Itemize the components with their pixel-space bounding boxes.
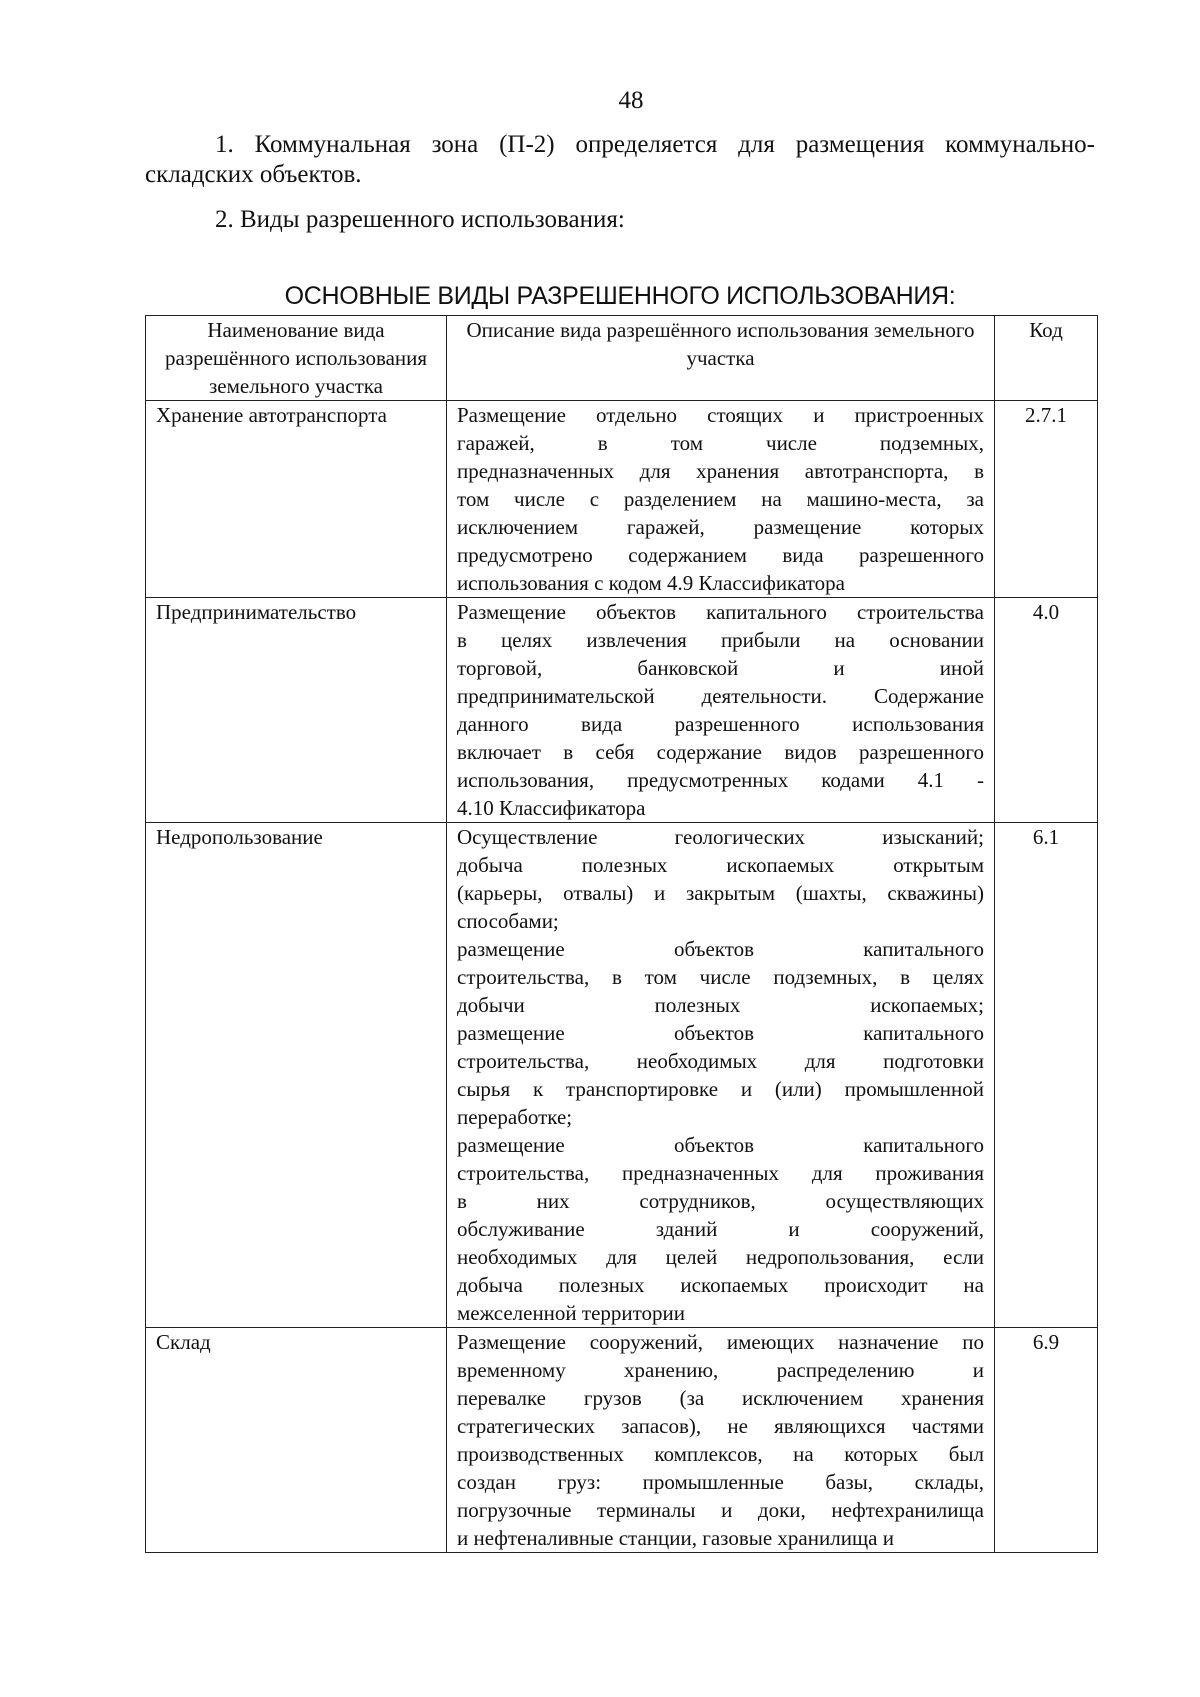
description-line: добыча полезных ископаемых открытым — [457, 853, 984, 877]
description-line: межселенной территории — [457, 1301, 686, 1325]
use-name-cell: Хранение автотранспорта — [146, 401, 447, 598]
description-line: включает в себя содержание видов разрешенного — [457, 740, 984, 764]
table-row — [146, 823, 1098, 1328]
use-description-cell — [447, 823, 995, 1328]
description-line: в них сотрудников, осуществляющих — [457, 1189, 984, 1213]
description-line: гаражей, в том числе подземных, — [457, 431, 984, 455]
description-line: стратегических запасов), не являющихся частями — [457, 1414, 984, 1438]
use-code-cell: 4.0 — [995, 598, 1098, 823]
description-line: строительства, необходимых для подготовки — [457, 1049, 984, 1073]
page-number: 48 — [618, 87, 644, 114]
table-row — [146, 1328, 1098, 1553]
description-line: исключением гаражей, размещение которых — [457, 515, 984, 539]
description-line: создан груз: промышленные базы, склады, — [457, 1470, 984, 1494]
permitted-uses-heading: 2. Виды разрешенного использования: — [215, 206, 625, 233]
description-line: размещение объектов капитального — [457, 937, 984, 961]
description-line: добыча полезных ископаемых происходит на — [457, 1273, 984, 1297]
header-description: Описание вида разрешённого использования земельного участка — [447, 316, 995, 401]
description-line: предназначенных для хранения автотранспорта, в — [457, 459, 984, 483]
description-line: предпринимательской деятельности. Содержание — [457, 684, 984, 708]
use-description-cell — [447, 598, 995, 823]
description-line: добычи полезных ископаемых; — [457, 993, 984, 1017]
description-line: Размещение объектов капитального строительства — [457, 600, 984, 624]
description-line: Осуществление геологических изысканий; — [457, 825, 984, 849]
description-line: размещение объектов капитального — [457, 1021, 984, 1045]
description-line: необходимых для целей недропользования, если — [457, 1245, 984, 1269]
description-line: данного вида разрешенного использования — [457, 712, 984, 736]
description-line: и нефтеналивные станции, газовые хранилища и — [457, 1526, 894, 1550]
description-line: 4.10 Классификатора — [457, 796, 646, 820]
description-line: Размещение отдельно стоящих и пристроенных — [457, 403, 984, 427]
use-name-cell: Недропользование — [146, 823, 447, 1328]
header-name: Наименование вида разрешённого использования земельного участка — [146, 316, 447, 401]
use-code-cell: 2.7.1 — [995, 401, 1098, 598]
description-line: строительства, в том числе подземных, в целях — [457, 965, 984, 989]
description-line: размещение объектов капитального — [457, 1133, 984, 1157]
use-code-cell: 6.9 — [995, 1328, 1098, 1553]
description-line: использования, предусмотренных кодами 4.1 - — [457, 768, 984, 792]
description-line: временному хранению, распределению и — [457, 1358, 984, 1382]
use-name-cell: Предпринимательство — [146, 598, 447, 823]
header-code: Код — [995, 316, 1098, 401]
description-line: способами; — [457, 909, 559, 933]
table-row — [146, 598, 1098, 823]
description-line: сырья к транспортировке и (или) промышленной — [457, 1077, 984, 1101]
use-description-cell — [447, 1328, 995, 1553]
permitted-uses-table — [145, 315, 1098, 1553]
description-line: торговой, банковской и иной — [457, 656, 984, 680]
description-line: производственных комплексов, на которых был — [457, 1442, 984, 1466]
description-line: переработке; — [457, 1105, 573, 1129]
description-line: том числе с разделением на машино-места, за — [457, 487, 984, 511]
description-line: строительства, предназначенных для проживания — [457, 1161, 984, 1185]
description-line: (карьеры, отвалы) и закрытым (шахты, скважины) — [457, 881, 984, 905]
use-code-cell: 6.1 — [995, 823, 1098, 1328]
table-row — [146, 401, 1098, 598]
description-line: использования с кодом 4.9 Классификатора — [457, 571, 845, 595]
table-title: ОСНОВНЫЕ ВИДЫ РАЗРЕШЕННОГО ИСПОЛЬЗОВАНИЯ: — [284, 282, 956, 310]
use-description-cell — [447, 401, 995, 598]
use-name-cell: Склад — [146, 1328, 447, 1553]
description-line: перевалке грузов (за исключением хранения — [457, 1386, 984, 1410]
table-body — [146, 401, 1098, 1553]
table-header-row — [146, 316, 1098, 401]
description-line: предусмотрено содержанием вида разрешенного — [457, 543, 984, 567]
description-line: погрузочные терминалы и доки, нефтехранилища — [457, 1498, 984, 1522]
zone-definition-paragraph: 1. Коммунальная зона (П-2) определяется для размещения коммунально-складских объектов. — [145, 131, 1095, 188]
description-line: в целях извлечения прибыли на основании — [457, 628, 984, 652]
description-line: Размещение сооружений, имеющих назначение по — [457, 1330, 984, 1354]
description-line: обслуживание зданий и сооружений, — [457, 1217, 984, 1241]
